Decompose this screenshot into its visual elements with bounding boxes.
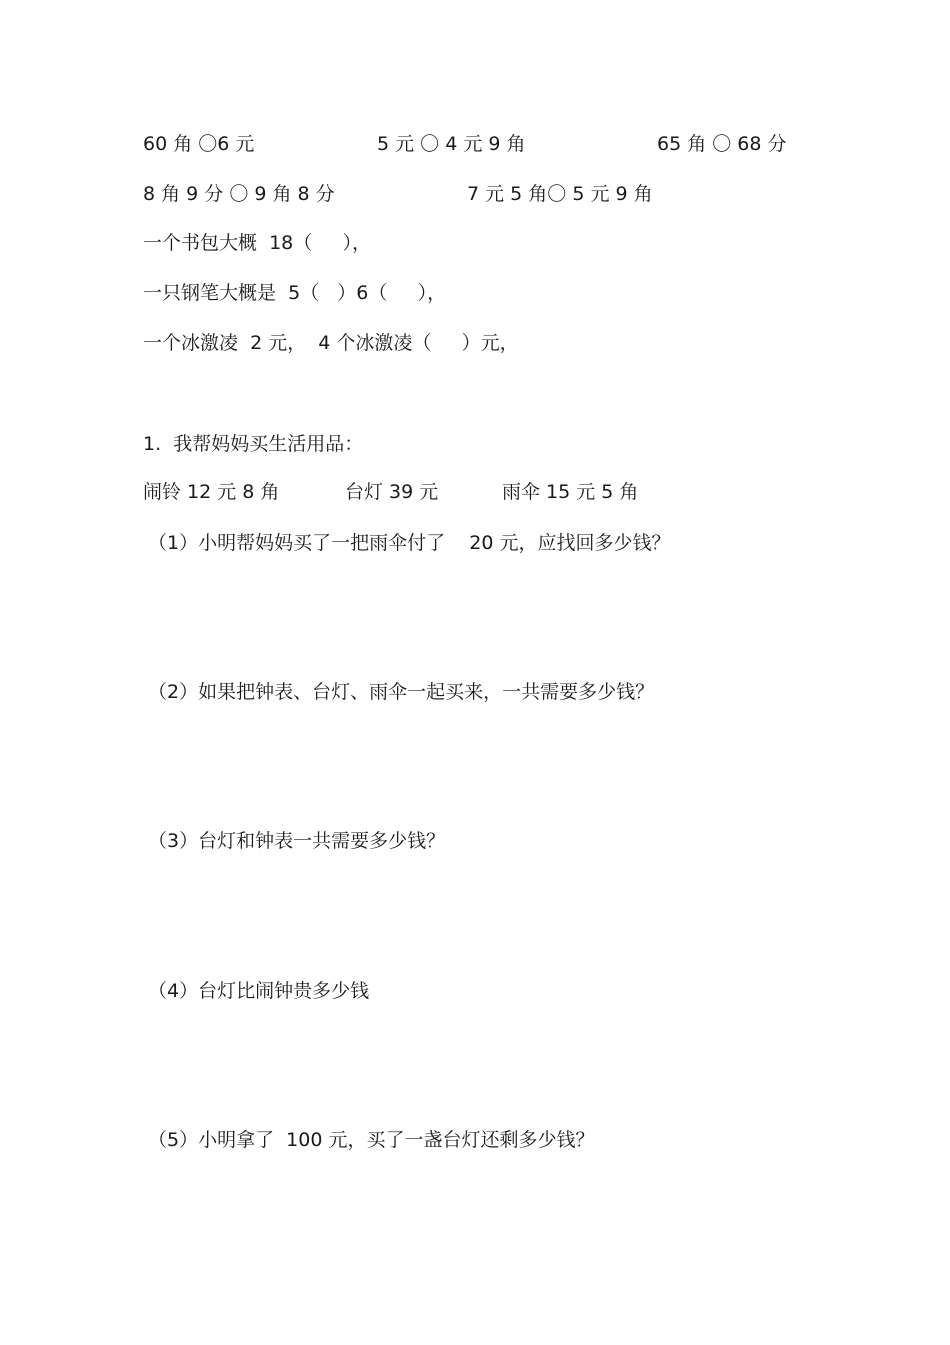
question: （5）小明拿了 100 元，买了一盏台灯还剩多少钱？	[148, 1129, 595, 1151]
fill-in-line: 一只钢笔大概是 5（ ）6（ ），	[143, 282, 447, 304]
question: （1）小明帮妈妈买了一把雨伞付了 20 元，应找回多少钱？	[148, 532, 671, 554]
question: （4）台灯比闹钟贵多少钱	[148, 980, 370, 1002]
compare-item: 7 元 5 角〇 5 元 9 角	[467, 183, 653, 205]
compare-item: 5 元 〇 4 元 9 角	[377, 133, 526, 155]
compare-item: 65 角 〇 68 分	[657, 133, 787, 155]
compare-item: 8 角 9 分 〇 9 角 8 分	[143, 183, 335, 205]
fill-in-line: 一个冰激凌 2 元， 4 个冰激凌（ ）元，	[143, 332, 519, 354]
question: （3）台灯和钟表一共需要多少钱？	[148, 830, 446, 852]
price-item: 雨伞 15 元 5 角	[502, 481, 639, 503]
problem-title: 1. 我帮妈妈买生活用品：	[143, 433, 364, 455]
price-item: 闹铃 12 元 8 角	[143, 481, 280, 503]
compare-item: 60 角 〇6 元	[143, 133, 255, 155]
question: （2）如果把钟表、台灯、雨伞一起买来，一共需要多少钱？	[148, 681, 655, 703]
price-item: 台灯 39 元	[345, 481, 439, 503]
fill-in-line: 一个书包大概 18（ ），	[143, 232, 371, 254]
